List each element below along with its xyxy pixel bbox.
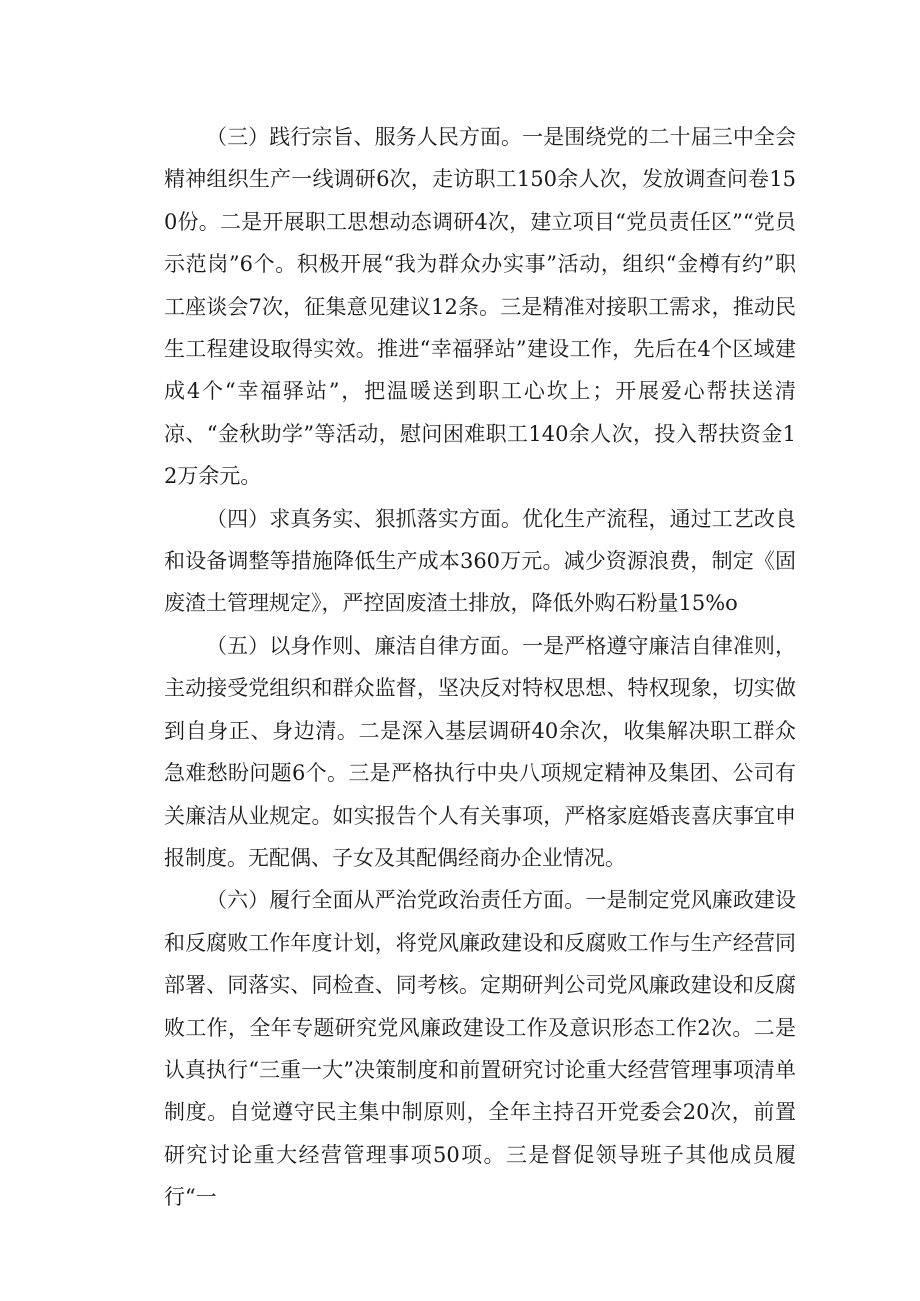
- paragraph-party-governance-responsibility: （六）履行全面从严治党政治责任方面。一是制定党风廉政建设和反腐败工作年度计划，将党风廉政建设和反腐败工作与生产经营同部署、同落实、同检查、同考核。定期研判公司党风廉政建设和反腐败工作，全年专题研究党风廉政建设工作及意识形态工作2次。二是认真执行“三重一大”决策制度和前置研究讨论重大经营管理事项清单制度。自觉遵守民主集中制原则，全年主持召开党委会20次，前置研究讨论重大经营管理事项50项。三是督促领导班子其他成员履行“一: [164, 888, 796, 1210]
- document-body: [164, 116, 796, 1219]
- paragraph-service-people: （三）践行宗旨、服务人民方面。一是围绕党的二十届三中全会精神组织生产一线调研6次，走访职工150余人次，发放调查问卷150份。二是开展职工思想动态调研4次，建立项目“党员责任区”“党员示范岗”6个。积极开展“我为群众办实事”活动，组织“金樽有约”职工座谈会7次，征集意见建议12条。三是精准对接职工需求，推动民生工程建设取得实效。推进“幸福驿站”建设工作，先后在4个区域建成4个“幸福驿站”，把温暖送到职工心坎上；开展爱心帮扶送清凉、“金秋助学”等活动，慰问困难职工140余人次，投入帮扶资金12万余元。: [164, 125, 796, 489]
- paragraph-integrity-self-discipline: （五）以身作则、廉洁自律方面。一是严格遵守廉洁自律准则，主动接受党组织和群众监督，坚决反对特权思想、特权现象，切实做到自身正、身边清。二是深入基层调研40余次，收集解决职工群众急难愁盼问题6个。三是严格执行中央八项规定精神及集团、公司有关廉洁从业规定。如实报告个人有关事项，严格家庭婚丧喜庆事宜申报制度。无配偶、子女及其配偶经商办企业情况。: [164, 633, 796, 870]
- paragraph-practical-work: （四）求真务实、狠抓落实方面。优化生产流程，通过工艺改良和设备调整等措施降低生产成本360万元。减少资源浪费，制定《固废渣土管理规定》，严控固废渣土排放，降低外购石粉量15%o: [164, 506, 796, 616]
